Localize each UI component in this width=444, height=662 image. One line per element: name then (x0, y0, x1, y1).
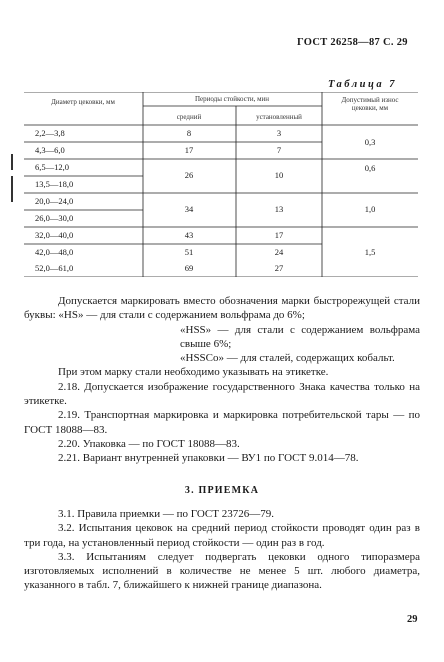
table-cell-installed: 13 (274, 204, 284, 214)
group-header-periods: Периоды стойкости, мин (194, 95, 270, 103)
table-cell-installed: 24 (274, 247, 284, 257)
table-cell-diameter: 2,2—3,8 (35, 128, 65, 138)
paragraph-label-note: При этом марку стали необходимо указывать на этикетке. (58, 366, 329, 379)
paragraph-2-21: 2.21. Вариант внутренней упаковки — ВУ1 по ГОСТ 9.014—78. (58, 452, 359, 465)
page-number: 29 (407, 614, 418, 625)
table-cell-installed: 27 (274, 263, 284, 273)
table-cell-diameter: 52,0—61,0 (35, 263, 74, 273)
table-cell-installed: 3 (276, 128, 282, 138)
paragraph-3-3: 3.3. Испытаниям следует подвергать цековки одного типоразмера изготовляемых исполнений в количестве не менее 5 шт. любого диаметра, указанного в табл. 7, ближайшего к нижней границе диапазона. (24, 550, 420, 592)
table-cell-mean: 69 (184, 263, 194, 273)
table-cell-installed: 7 (276, 145, 282, 155)
paragraph-2-20: 2.20. Упаковка — по ГОСТ 18088—83. (58, 437, 240, 450)
table-cell-wear: 1,5 (364, 247, 376, 257)
paragraph-2-19: 2.19. Транспортная маркировка и маркировка потребительской тары — по ГОСТ 18088—83. (24, 409, 420, 436)
table-cell-diameter: 20,0—24,0 (35, 196, 74, 206)
table-cell-mean: 43 (184, 230, 194, 240)
col-header-diameter: Диаметр цековки, мм (51, 98, 115, 106)
table-grid (24, 92, 418, 277)
col-header-installed: установленный (256, 113, 302, 121)
body-text (24, 294, 420, 466)
paragraph-2-18: 2.18. Допускается изображение государственного Знака качества только на этикетке. (24, 380, 420, 408)
wear-table (24, 92, 418, 277)
table-cell-mean: 26 (184, 170, 194, 180)
table-cell-installed: 17 (274, 230, 284, 240)
table-cell-diameter: 4,3—6,0 (35, 145, 65, 155)
paragraph-3-2: 3.2. Испытания цековок на средний период стойкости проводят один раз в три года, на установленный период стойкости — один раз в год. (24, 522, 420, 549)
table-cell-diameter: 13,5—18,0 (35, 179, 74, 189)
table-cell-installed: 10 (274, 170, 284, 180)
section-heading: 3. ПРИЕМКА (184, 485, 260, 496)
table-cell-wear: 0,6 (364, 163, 376, 173)
table-cell-wear: 1,0 (364, 204, 376, 214)
margin-mark (11, 154, 13, 170)
running-header: ГОСТ 26258—87 С. 29 (297, 37, 408, 48)
table-cell-diameter: 6,5—12,0 (35, 162, 69, 172)
table-cell-wear: 0,3 (364, 137, 376, 147)
section-body (24, 507, 420, 593)
table-cell-mean: 8 (186, 128, 192, 138)
table-cell-diameter: 26,0—30,0 (35, 213, 74, 223)
col-header-wear: Допустимый износ цековки, мм (341, 96, 399, 113)
paragraph-hss: «HSS» — для стали с содержанием вольфрама свыше 6%; (180, 323, 420, 350)
paragraph-3-1: 3.1. Правила приемки — по ГОСТ 23726—79. (58, 508, 274, 520)
paragraph-marking: Допускается маркировать вместо обозначения марки быстрорежущей стали буквы: «HS» — для стали с содержанием вольфрама до 6%; (24, 295, 420, 322)
table-cell-mean: 34 (184, 204, 194, 214)
col-header-mean: средний (176, 113, 202, 121)
table-cell-diameter: 42,0—48,0 (35, 247, 74, 257)
table-cell-mean: 17 (184, 145, 194, 155)
table-caption: Таблица 7 (328, 79, 397, 90)
table-cell-mean: 51 (184, 247, 194, 257)
margin-mark (11, 176, 13, 202)
table-cell-diameter: 32,0—40,0 (35, 230, 74, 240)
paragraph-hssco: «HSSCo» — для сталей, содержащих кобальт. (180, 352, 395, 365)
